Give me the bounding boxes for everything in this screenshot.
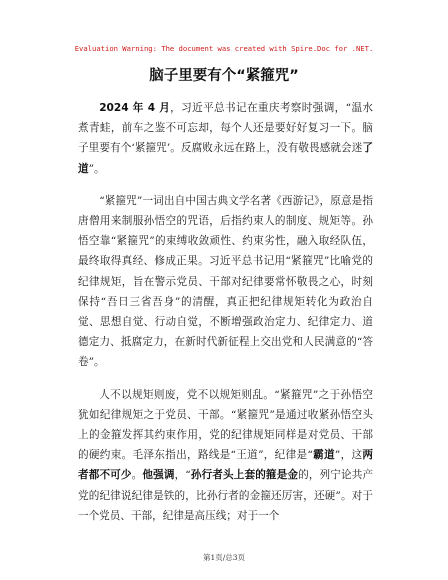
- bold-golden-band: 孙行者头上套的箍是金: [190, 469, 299, 482]
- evaluation-warning: Evaluation Warning: The document was created with Spire.Doc for .NET.: [74, 44, 374, 53]
- paragraph-3-text-d: 。: [131, 469, 143, 482]
- paragraph-3-text-f: 的，列宁论共产党的纪律说纪律是铁的，比孙行者的金箍还厉害，还硬”。对于一个党员、干部，纪律是高压线；对于一个: [78, 469, 374, 522]
- paragraph-3: [78, 385, 373, 526]
- paragraph-3-text-a: 人不以规矩则废，党不以规矩则乱。“紧箍咒”之于孙悟空犹如纪律规矩之于党员、干部。“紧箍咒”是通过收紧孙悟空头上的金箍发挥其约束作用，党的纪律规矩同样是对党员、干部的硬约束。毛泽东指出，路线是“王道”，纪律是“: [78, 388, 373, 462]
- document-title: 脑子里要有个“紧箍咒”: [149, 68, 299, 84]
- paragraph-1-end: ”。: [88, 162, 105, 175]
- bold-both-needed: 两者都不可少: [78, 449, 374, 482]
- paragraph-1: [78, 98, 373, 179]
- paragraph-1-tail-bold: 了道: [78, 142, 373, 175]
- paragraph-1-text: ，习近平总书记在重庆考察时强调，“温水煮青蛙，前车之鉴不可忘却，每个人还是要好好复习一下。脑子里要有个‘紧箍咒’。反腐败永远在路上，没有敬畏感就会迷: [78, 102, 373, 155]
- bold-badao: 霸道: [312, 449, 335, 462]
- paragraph-3-text-c: ”，这: [334, 449, 363, 462]
- document-body: [78, 98, 373, 538]
- bold-he-stressed: 他强调: [142, 469, 175, 482]
- paragraph-2: “紧箍咒”一词出自中国古典文学名著《西游记》，原意是指唐僧用来制服孙悟空的咒语，后指约束人的制度、规矩等。孙悟空靠“紧箍咒”的束缚收敛顽性、约束劣性，融入取经队伍，最终取得真经、修成正果。习近平总书记用“紧箍咒”比喻党的纪律规矩，旨在警示党员、干部对纪律要常怀敬畏之心，时刻保持“吾日三省吾身”的清醒，真正把纪律规矩转化为政治自觉、思想自觉、行动自觉，不断增强政治定力、纪律定力、道德定力、抵腐定力，在新时代新征程上交出党和人民满意的“答卷”。: [78, 194, 373, 369]
- date-lead: 2024 年 4 月: [99, 102, 171, 114]
- page-footer: 第1页/总3页: [202, 553, 246, 562]
- paragraph-3-text-e: ，“: [174, 469, 191, 482]
